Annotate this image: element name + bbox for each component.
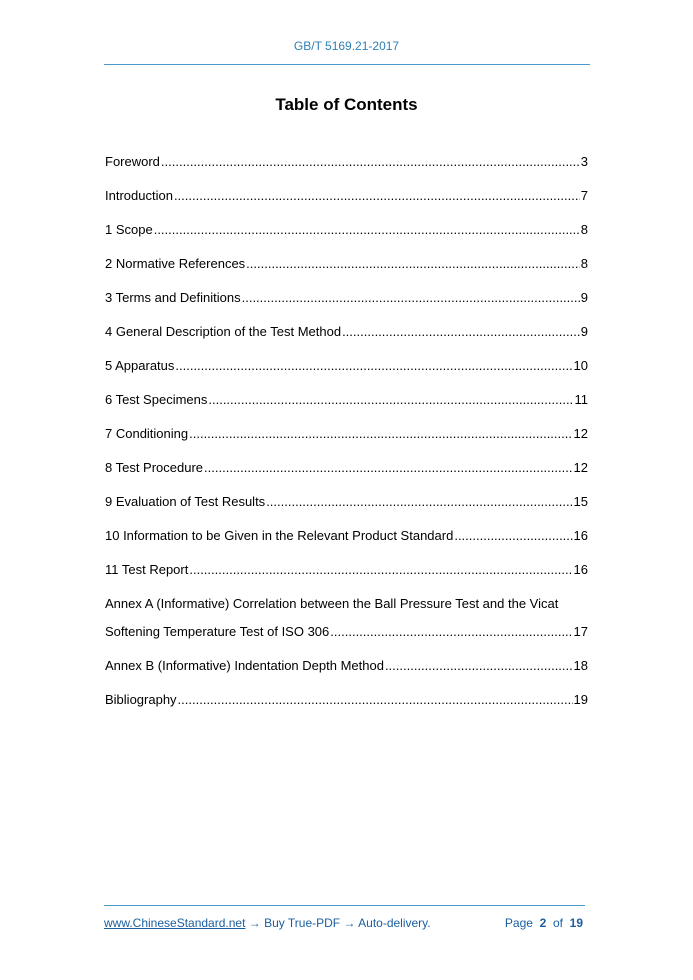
toc-entry-title: Bibliography (105, 692, 177, 707)
toc-entry-page: 16 (573, 562, 588, 577)
dot-leader (246, 255, 580, 272)
toc-entry-apparatus[interactable] (105, 357, 588, 374)
toc-entry-normative-references[interactable] (105, 255, 588, 272)
toc-entry-annex-a[interactable] (105, 595, 588, 640)
toc-entry-page: 10 (573, 358, 588, 373)
footer-promo (104, 916, 431, 930)
arrow-icon: → (340, 916, 359, 930)
dot-leader (266, 493, 572, 510)
toc-entry-title: 4 General Description of the Test Method (105, 324, 342, 339)
arrow-icon: → (245, 916, 265, 930)
document-header-title: GB/T 5169.21-2017 (293, 39, 400, 53)
auto-delivery-text: Auto-delivery. (358, 916, 431, 930)
toc-entry-test-specimens[interactable] (105, 391, 588, 408)
dot-leader (161, 153, 580, 170)
buy-pdf-text: Buy True-PDF (264, 916, 341, 930)
toc-entry-title: 1 Scope (105, 222, 153, 237)
dot-leader (174, 187, 580, 204)
toc-entry-title: 9 Evaluation of Test Results (105, 494, 266, 509)
toc-entry-page: 3 (580, 154, 588, 169)
toc-entry-title: 10 Information to be Given in the Relevant Product Standard (105, 528, 454, 543)
toc-entry-title: 7 Conditioning (105, 426, 189, 441)
toc-entry-title: 6 Test Specimens (105, 392, 208, 407)
total-pages-number: 19 (569, 916, 583, 930)
toc-entry-annex-b[interactable] (105, 657, 588, 674)
page-of-label: of (552, 916, 563, 930)
toc-entry-terms-definitions[interactable] (105, 289, 588, 306)
toc-entry-introduction[interactable] (105, 187, 588, 204)
toc-entry-test-report[interactable] (105, 561, 588, 578)
toc-entry-evaluation[interactable] (105, 493, 588, 510)
toc-entry-title: Annex A (Informative) Correlation between the Ball Pressure Test and the Vicat (105, 596, 559, 611)
dot-leader (178, 691, 573, 708)
toc-entry-title: Introduction (105, 188, 173, 203)
toc-entry-scope[interactable] (105, 221, 588, 238)
toc-entry-title: 5 Apparatus (105, 358, 175, 373)
toc-entry-title: 11 Test Report (105, 562, 189, 577)
toc-entry-page: 15 (573, 494, 588, 509)
dot-leader (385, 657, 573, 674)
dot-leader (175, 357, 572, 374)
toc-entry-page: 7 (580, 188, 588, 203)
dot-leader (342, 323, 580, 340)
dot-leader (189, 561, 572, 578)
toc-entry-general-description[interactable] (105, 323, 588, 340)
toc-entry-test-procedure[interactable] (105, 459, 588, 476)
dot-leader (154, 221, 580, 238)
toc-entry-page: 16 (573, 528, 588, 543)
dot-leader (330, 623, 572, 640)
toc-entry-page: 18 (573, 658, 588, 673)
page-label: Page (504, 916, 533, 930)
toc-entry-page: 12 (573, 426, 588, 441)
dot-leader (189, 425, 572, 442)
toc-entry-page: 11 (574, 392, 588, 407)
toc-entry-bibliography[interactable] (105, 691, 588, 708)
toc-entry-product-standard-info[interactable] (105, 527, 588, 544)
toc-entry-page: 8 (580, 222, 588, 237)
current-page-number: 2 (539, 916, 547, 930)
toc-entry-title: 8 Test Procedure (105, 460, 204, 475)
header-divider (104, 64, 590, 65)
toc-entry-title: Foreword (105, 154, 160, 169)
toc-entry-title-continued: Softening Temperature Test of ISO 306 (105, 624, 330, 639)
dot-leader (242, 289, 580, 306)
toc-entry-page: 19 (573, 692, 588, 707)
dot-leader (208, 391, 573, 408)
dot-leader (204, 459, 572, 476)
toc-entry-title: 3 Terms and Definitions (105, 290, 241, 305)
footer-divider (104, 905, 585, 906)
toc-entry-foreword[interactable] (105, 153, 588, 170)
toc-entry-title: 2 Normative References (105, 256, 246, 271)
toc-entry-page: 17 (573, 624, 588, 639)
page-title: Table of Contents (275, 95, 418, 114)
page-indicator (505, 916, 583, 930)
toc-entry-page: 9 (580, 290, 588, 305)
toc-entry-conditioning[interactable] (105, 425, 588, 442)
toc-entry-title: Annex B (Informative) Indentation Depth Method (105, 658, 384, 673)
website-link[interactable]: www.ChineseStandard.net (104, 916, 246, 930)
toc-entry-page: 12 (573, 460, 588, 475)
toc-entry-title-line2 (105, 623, 588, 640)
dot-leader (454, 527, 572, 544)
toc-entry-page: 8 (580, 256, 588, 271)
toc-entry-page: 9 (580, 324, 588, 339)
